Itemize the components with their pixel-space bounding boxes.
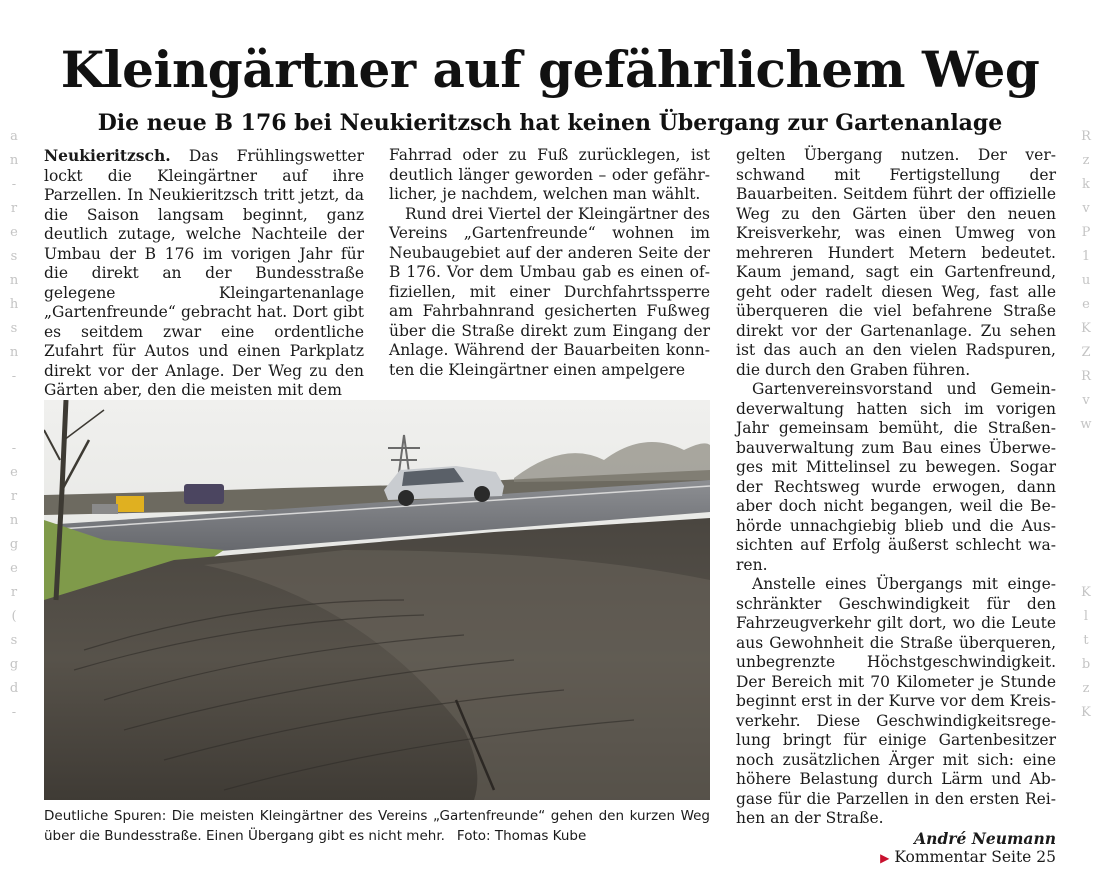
gutter-fragment: - bbox=[11, 177, 17, 192]
gutter-fragment: k bbox=[1082, 177, 1090, 192]
subheadline: Die neue B 176 bei Neukieritzsch hat keinen Übergang zur Gartenanlage bbox=[97, 110, 1003, 136]
article-column-3 bbox=[736, 146, 1056, 869]
photo-credit: Foto: Thomas Kube bbox=[456, 828, 587, 844]
gutter-fragment: K bbox=[1081, 705, 1091, 720]
gutter-fragment: u bbox=[1081, 273, 1091, 288]
paragraph: Gartenvereinsvorstand und Gemeindeverwaltung hatten sich im vorigen Jahr gemeinsam bemüht, die Straßenbauverwaltung zum Bau eines Überweges mit Mittelinsel zu bewegen. Sogar der Rechtsweg wurde erwogen, dann aber doch nicht begangen, weil die Behörde unnachgiebig blieb und die Aussichten auf Erfolg äußerst schlecht waren. bbox=[736, 380, 1056, 574]
gutter-fragment: R bbox=[1081, 369, 1091, 384]
gutter-fragment: e bbox=[10, 225, 18, 240]
gutter-fragment: a bbox=[10, 129, 18, 144]
article-column-1 bbox=[44, 146, 364, 401]
gutter-fragment: e bbox=[1082, 297, 1090, 312]
gutter-fragment: d bbox=[9, 681, 19, 696]
arrow-right-icon: ▶ bbox=[880, 851, 890, 865]
article-column-2 bbox=[389, 146, 710, 380]
gutter-fragment: w bbox=[1080, 417, 1092, 432]
paragraph-text: Das Frühlingswetter lockt die Kleingärtner auf ihre Parzellen. In Neukieritzsch tritt jetzt, da die Saison langsam beginnt, ganz deutlich zutage, welche Nachteile der Umbau der B 176 im vorigen Jahr für die direkt an der Bundesstraße gelegene Kleingartenanlage „Gartenfreunde“ gebracht hat. Dort gibt es seitdem zwar eine ordentliche Zufahrt für Autos und einen Parkplatz direkt vor der Anlage. Der Weg zu den Gärten aber, den die meisten mit dem bbox=[44, 147, 364, 399]
gutter-fragment bbox=[1078, 461, 1094, 485]
gutter-fragment: K bbox=[1081, 321, 1091, 336]
gutter-fragment bbox=[1078, 557, 1094, 581]
gutter-fragment: t bbox=[1083, 633, 1089, 648]
gutter-fragment: g bbox=[9, 657, 19, 672]
gutter-fragment: g bbox=[9, 537, 19, 552]
headline: Kleingärtner auf gefährlichem Weg bbox=[60, 40, 1040, 99]
gutter-right-fragments bbox=[1078, 125, 1094, 825]
gutter-fragment: ( bbox=[11, 609, 17, 624]
gutter-fragment: v bbox=[1082, 393, 1090, 408]
gutter-fragment: b bbox=[1081, 657, 1091, 672]
gutter-fragment: s bbox=[10, 321, 18, 336]
gutter-fragment: K bbox=[1081, 585, 1091, 600]
gutter-fragment: v bbox=[1082, 201, 1090, 216]
gutter-fragment: - bbox=[11, 441, 17, 456]
paragraph: Rund drei Viertel der Kleingärtner des Vereins „Gartenfreunde“ wohnen im Neubaugebiet auf der anderen Seite der B 176. Vor dem Umbau gab es einen offiziellen, mit einer Durchfahrtssperre am Fahrbahnrand gesicherten Fußweg über die Straße direkt zum Eingang der Anlage. Während der Bauarbeiten konnten die Kleingärtner einen ampelgere bbox=[389, 204, 710, 379]
paragraph: gelten Übergang nutzen. Der verschwand mit Fertigstellung der Bauarbeiten. Seitdem führt der offizielle Weg zu den Gärten über den neuen Kreisverkehr, was einen Umweg von mehreren Hundert Metern bedeutet. Kaum jemand, sagt ein Gartenfreund, geht oder radelt diesen Weg, fast alle überqueren die viel befahrene Straße direkt vor der Gartenanlage. Zu sehen ist das auch an den vielen Radspuren, die durch den Graben führen. bbox=[736, 146, 1056, 379]
gutter-fragment: l bbox=[1083, 609, 1089, 624]
gutter-fragment: R bbox=[1081, 129, 1091, 144]
gutter-fragment: s bbox=[10, 249, 18, 264]
paragraph: Fahrrad oder zu Fuß zurücklegen, ist deutlich länger geworden – oder gefährlicher, je nachdem, welchen man wählt. bbox=[389, 146, 710, 203]
gutter-fragment: r bbox=[10, 585, 18, 600]
photo-caption bbox=[44, 806, 710, 846]
gutter-fragment: e bbox=[10, 465, 18, 480]
gutter-fragment: n bbox=[9, 273, 19, 288]
gutter-fragment: r bbox=[10, 489, 18, 504]
gutter-fragment: - bbox=[11, 369, 17, 384]
gutter-fragment bbox=[1078, 533, 1094, 557]
gutter-fragment: z bbox=[1082, 681, 1090, 696]
gutter-fragment bbox=[1078, 509, 1094, 533]
dateline: Neukieritzsch. bbox=[44, 146, 171, 165]
comment-reference-text: Kommentar Seite 25 bbox=[894, 848, 1056, 866]
gutter-fragment: Z bbox=[1081, 345, 1091, 360]
gutter-fragment: h bbox=[9, 297, 19, 312]
gutter-fragment: r bbox=[10, 201, 18, 216]
gutter-fragment bbox=[6, 389, 22, 413]
gutter-fragment: z bbox=[1082, 153, 1090, 168]
gutter-fragment bbox=[1078, 437, 1094, 461]
gutter-fragment: P bbox=[1081, 225, 1091, 240]
caption-text: Deutliche Spuren: Die meisten Kleingärtner des Vereins „Gartenfreunde“ gehen den kurzen Weg über die Bundesstraße. Einen Übergang gibt es nicht mehr. bbox=[44, 808, 710, 844]
gutter-fragment bbox=[6, 413, 22, 437]
gutter-fragment bbox=[1078, 485, 1094, 509]
gutter-fragment: n bbox=[9, 345, 19, 360]
paragraph bbox=[44, 146, 364, 401]
gutter-fragment: e bbox=[10, 561, 18, 576]
roadside-photo-illustration bbox=[44, 400, 710, 800]
gutter-fragment: 1 bbox=[1081, 249, 1091, 264]
comment-reference bbox=[736, 848, 1056, 869]
gutter-fragment: - bbox=[11, 705, 17, 720]
paragraph: Anstelle eines Übergangs mit eingeschränkter Geschwindigkeit für den Fahrzeugverkehr gilt dort, wo die Leute aus Gewohnheit die Straße überqueren, unbegrenzte Höchstgeschwindigkeit. Der Bereich mit 70 Kilometer je Stunde beginnt erst in der Kurve vor dem Kreisverkehr. Diese Geschwindigkeitsregelung bringt für einige Gartenbesitzer noch zusätzlichen Ärger mit sich: eine höhere Belastung durch Lärm und Abgase für die Parzellen in den ersten Reihen an der Straße. bbox=[736, 575, 1056, 827]
gutter-left-fragments bbox=[6, 125, 22, 825]
gutter-fragment: n bbox=[9, 153, 19, 168]
author-byline: André Neumann bbox=[914, 828, 1056, 848]
gutter-fragment: n bbox=[9, 513, 19, 528]
article-photo bbox=[44, 400, 710, 800]
gutter-fragment: s bbox=[10, 633, 18, 648]
